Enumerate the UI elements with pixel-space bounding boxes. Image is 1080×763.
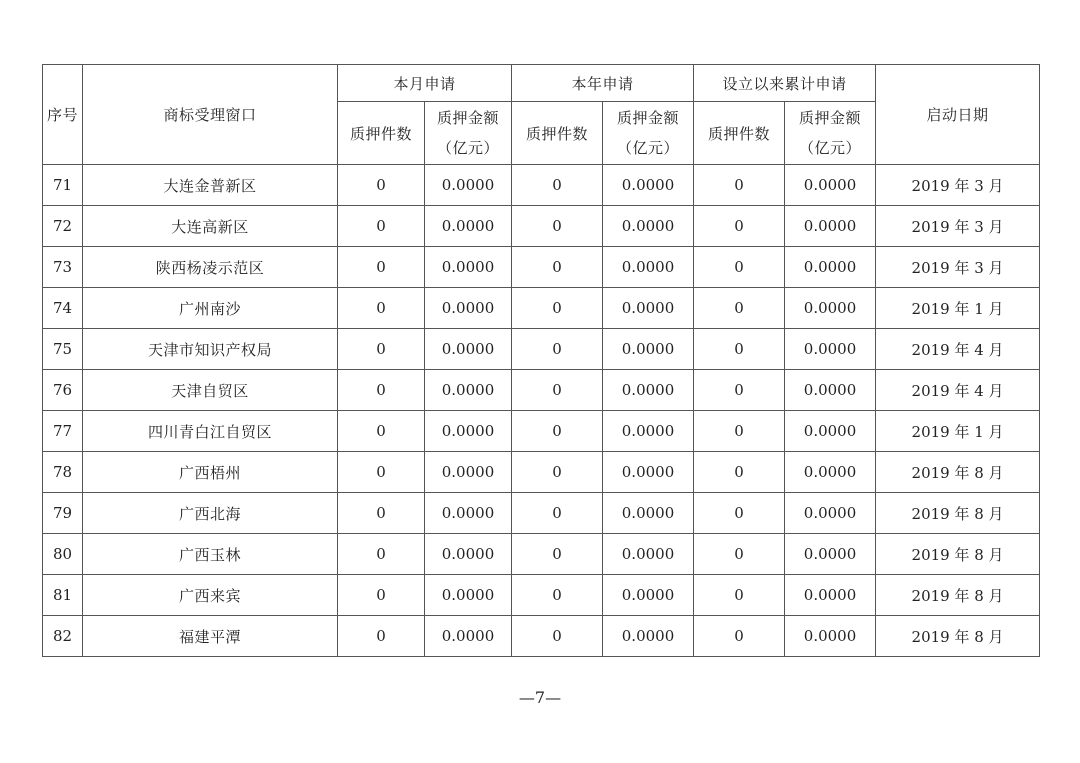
total-count: 0 [694,452,785,493]
year-amount: 0.0000 [603,452,694,493]
window-name: 广州南沙 [83,288,338,329]
year-amount: 0.0000 [603,616,694,657]
window-name: 陕西杨凌示范区 [83,247,338,288]
year-count: 0 [512,575,603,616]
year-amount: 0.0000 [603,534,694,575]
total-amount: 0.0000 [785,411,876,452]
table-row [43,493,1040,534]
total-count: 0 [694,329,785,370]
row-number: 80 [43,534,83,575]
amount-label: 质押金额 [799,109,862,127]
year-count: 0 [512,288,603,329]
amount-unit: （亿元） [617,139,680,157]
year-count: 0 [512,370,603,411]
row-number: 75 [43,329,83,370]
row-number: 74 [43,288,83,329]
window-name: 四川青白江自贸区 [83,411,338,452]
start-date: 2019 年 8 月 [876,452,1040,493]
header-year-amount [603,102,694,165]
table-row [43,165,1040,206]
total-count: 0 [694,616,785,657]
month-amount: 0.0000 [425,575,512,616]
header-total-count: 质押件数 [694,102,785,165]
header-month-count: 质押件数 [338,102,425,165]
month-amount: 0.0000 [425,493,512,534]
total-count: 0 [694,575,785,616]
table-row [43,370,1040,411]
amount-unit: （亿元） [799,139,862,157]
start-date: 2019 年 4 月 [876,329,1040,370]
year-amount: 0.0000 [603,411,694,452]
start-date: 2019 年 8 月 [876,575,1040,616]
table-row [43,247,1040,288]
month-count: 0 [338,493,425,534]
total-amount: 0.0000 [785,288,876,329]
month-count: 0 [338,534,425,575]
year-count: 0 [512,247,603,288]
month-count: 0 [338,288,425,329]
row-number: 82 [43,616,83,657]
total-amount: 0.0000 [785,329,876,370]
header-seq: 序号 [43,65,83,165]
table-row [43,534,1040,575]
window-name: 大连金普新区 [83,165,338,206]
year-amount: 0.0000 [603,165,694,206]
header-total-group: 设立以来累计申请 [694,65,876,102]
year-count: 0 [512,411,603,452]
window-name: 天津市知识产权局 [83,329,338,370]
year-amount: 0.0000 [603,575,694,616]
total-count: 0 [694,288,785,329]
total-amount: 0.0000 [785,575,876,616]
row-number: 78 [43,452,83,493]
table-row [43,616,1040,657]
start-date: 2019 年 8 月 [876,534,1040,575]
header-start-date: 启动日期 [876,65,1040,165]
header-month-amount [425,102,512,165]
year-amount: 0.0000 [603,329,694,370]
header-year-count: 质押件数 [512,102,603,165]
window-name: 福建平潭 [83,616,338,657]
header-window: 商标受理窗口 [83,65,338,165]
month-count: 0 [338,165,425,206]
total-amount: 0.0000 [785,452,876,493]
window-name: 广西来宾 [83,575,338,616]
month-amount: 0.0000 [425,165,512,206]
month-amount: 0.0000 [425,288,512,329]
total-count: 0 [694,370,785,411]
total-count: 0 [694,247,785,288]
table-row [43,411,1040,452]
year-amount: 0.0000 [603,206,694,247]
month-amount: 0.0000 [425,329,512,370]
total-count: 0 [694,534,785,575]
start-date: 2019 年 3 月 [876,247,1040,288]
header-year-group: 本年申请 [512,65,694,102]
row-number: 76 [43,370,83,411]
total-amount: 0.0000 [785,370,876,411]
start-date: 2019 年 8 月 [876,493,1040,534]
start-date: 2019 年 4 月 [876,370,1040,411]
window-name: 广西北海 [83,493,338,534]
year-count: 0 [512,329,603,370]
start-date: 2019 年 1 月 [876,288,1040,329]
window-name: 广西梧州 [83,452,338,493]
total-amount: 0.0000 [785,165,876,206]
pledge-table [42,64,1040,657]
year-count: 0 [512,616,603,657]
table-row [43,206,1040,247]
month-count: 0 [338,616,425,657]
total-amount: 0.0000 [785,206,876,247]
month-count: 0 [338,206,425,247]
year-amount: 0.0000 [603,247,694,288]
month-amount: 0.0000 [425,452,512,493]
page-number: —7— [518,688,562,707]
row-number: 71 [43,165,83,206]
table-row [43,452,1040,493]
month-count: 0 [338,370,425,411]
month-count: 0 [338,575,425,616]
month-count: 0 [338,329,425,370]
start-date: 2019 年 1 月 [876,411,1040,452]
month-amount: 0.0000 [425,411,512,452]
amount-label: 质押金额 [617,109,680,127]
total-count: 0 [694,165,785,206]
total-count: 0 [694,493,785,534]
total-amount: 0.0000 [785,247,876,288]
row-number: 73 [43,247,83,288]
total-amount: 0.0000 [785,493,876,534]
year-count: 0 [512,452,603,493]
year-amount: 0.0000 [603,288,694,329]
month-count: 0 [338,452,425,493]
year-amount: 0.0000 [603,370,694,411]
year-count: 0 [512,493,603,534]
total-count: 0 [694,411,785,452]
header-total-amount [785,102,876,165]
month-count: 0 [338,411,425,452]
window-name: 广西玉林 [83,534,338,575]
start-date: 2019 年 3 月 [876,206,1040,247]
total-amount: 0.0000 [785,616,876,657]
table-row [43,329,1040,370]
table-row [43,575,1040,616]
year-count: 0 [512,206,603,247]
total-amount: 0.0000 [785,534,876,575]
table-row [43,288,1040,329]
header-month-group: 本月申请 [338,65,512,102]
amount-unit: （亿元） [437,139,500,157]
start-date: 2019 年 3 月 [876,165,1040,206]
year-count: 0 [512,534,603,575]
total-count: 0 [694,206,785,247]
month-count: 0 [338,247,425,288]
row-number: 72 [43,206,83,247]
table-body [43,165,1040,657]
window-name: 天津自贸区 [83,370,338,411]
month-amount: 0.0000 [425,247,512,288]
year-amount: 0.0000 [603,493,694,534]
row-number: 81 [43,575,83,616]
month-amount: 0.0000 [425,534,512,575]
start-date: 2019 年 8 月 [876,616,1040,657]
month-amount: 0.0000 [425,206,512,247]
window-name: 大连高新区 [83,206,338,247]
month-amount: 0.0000 [425,616,512,657]
month-amount: 0.0000 [425,370,512,411]
row-number: 79 [43,493,83,534]
table-header [43,65,1040,165]
year-count: 0 [512,165,603,206]
amount-label: 质押金额 [437,109,500,127]
row-number: 77 [43,411,83,452]
